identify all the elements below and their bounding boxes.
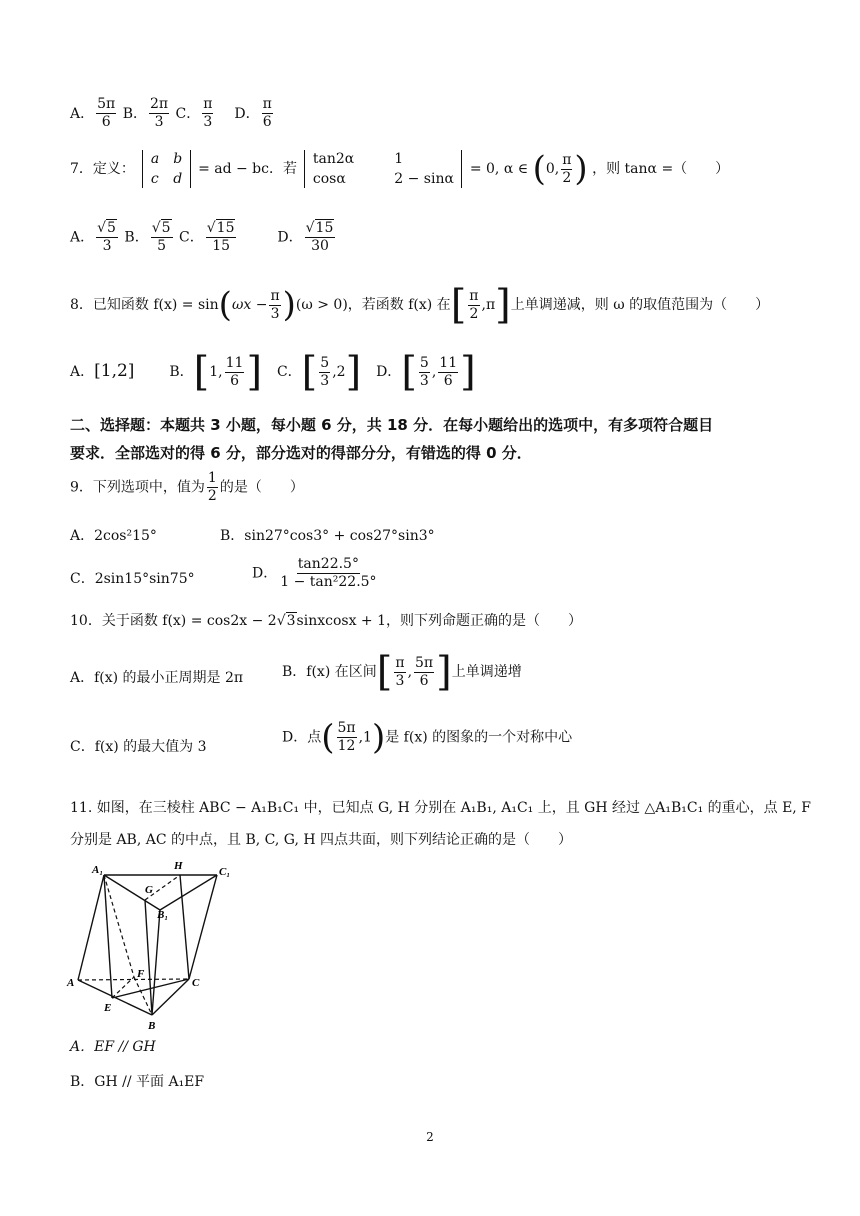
- q10-option-a: A．f(x) 的最小正周期是 2π: [70, 670, 244, 686]
- label-b1: B₁: [157, 909, 169, 921]
- q7-determinant-def: a b c d: [150, 151, 183, 187]
- prism-figure: [62, 855, 242, 1035]
- q6-option-a: A． $\frac{5\pi}{6}$: [70, 96, 116, 130]
- label-c: C: [192, 977, 200, 989]
- q10-stem: 10．关于函数 f(x) = cos2x − 2√ 3sinxcosx + 1，则下列命题正确的是（ ）: [70, 610, 582, 630]
- label-f: F: [137, 968, 145, 980]
- label-g: G: [145, 884, 153, 896]
- label-h: H: [174, 860, 183, 872]
- q10-option-c: C．f(x) 的最大值为 3: [70, 739, 207, 755]
- q9-option-b: B．sin27°cos3° + cos27°sin3°: [220, 528, 435, 544]
- q9-stem: 9．下列选项中，值为 $\frac{1}{2}$ 的是（ ）: [70, 470, 304, 504]
- q11-option-a: A．EF // GH: [70, 1039, 156, 1055]
- label-b: B: [148, 1020, 156, 1032]
- q6-options: [70, 96, 275, 131]
- section-heading: 二、选择题：本题共 3 小题，每小题 6 分，共 18 分．在每小题给出的选项中，有多项符合题目: [70, 416, 714, 434]
- q6-option-b: B． $\frac{2\pi}{3}$: [122, 96, 169, 130]
- q8-options: A．[1,2] B．[1, $\frac{11}{6}$ ] C．[ $\frac{5}{3}$ ,2] D．[ $\frac{5}{3}$ , $\frac{11}{6}$ ]: [70, 349, 476, 395]
- q6-option-d: D． $\frac{\pi}{6}$: [234, 96, 272, 130]
- label-e: E: [104, 1002, 112, 1014]
- section-heading-cont: 要求．全部选对的得 6 分，部分选对的得部分分，有错选的得 0 分．: [70, 444, 532, 462]
- q11-option-b: B．GH // 平面 A₁EF: [70, 1074, 205, 1090]
- q10-option-d: D．点( $\frac{5\pi}{12}$ ,1)是 f(x) 的图象的一个对称中心: [282, 717, 573, 758]
- q8-stem: 8．已知函数 f(x) = sin(ωx − $\frac{\pi}{3}$ )(ω > 0)，若函数 f(x) 在[ $\frac{\pi}{2}$ ,π]上单调递减，则 ω 的取值范围为（ ）: [70, 282, 770, 328]
- page-number: 2: [426, 1130, 434, 1144]
- label-a: A: [67, 977, 75, 989]
- q7-stem: 7．定义： a b c d = ad − bc．若 tan2α 1 cosα 2 − sinα = 0, α ∈ (0, $\frac{\pi}{2}$ ) ，则 tanα =（ ）: [70, 149, 730, 189]
- q6-option-c: C． $\frac{\pi}{3}$: [175, 96, 213, 130]
- q9-option-a: A．2cos²15°: [70, 528, 157, 544]
- label-c1: C₁: [219, 866, 231, 878]
- q7-options: A． √ $\frac{5}{3}$ B． √ $\frac{5}{5}$ C． √ $\frac{15}{15}$ D． √ $\frac{15}{30}$: [70, 220, 337, 255]
- label-a1: A₁: [92, 864, 104, 876]
- q10-option-b: B．f(x) 在区间[ $\frac{\pi}{3}$ , $\frac{5\pi}{6}$ ]上单调递增: [282, 649, 522, 695]
- q9-option-c: C．2sin15°sin75°: [70, 571, 195, 587]
- q7-determinant: tan2α 1 cosα 2 − sinα: [312, 151, 454, 187]
- q9-option-d: D． $\frac{\tan 22.5^\circ}{\text{1 − tan²22.5°}}$: [252, 556, 377, 590]
- q11-stem-line2: 分别是 AB, AC 的中点，且 B, C, G, H 四点共面，则下列结论正确的是（ ）: [70, 832, 573, 848]
- q11-stem-line1: 11. 如图，在三棱柱 ABC − A₁B₁C₁ 中，已知点 G, H 分别在 A₁B₁, A₁C₁ 上，且 GH 经过 △A₁B₁C₁ 的重心，点 E, F: [70, 800, 811, 816]
